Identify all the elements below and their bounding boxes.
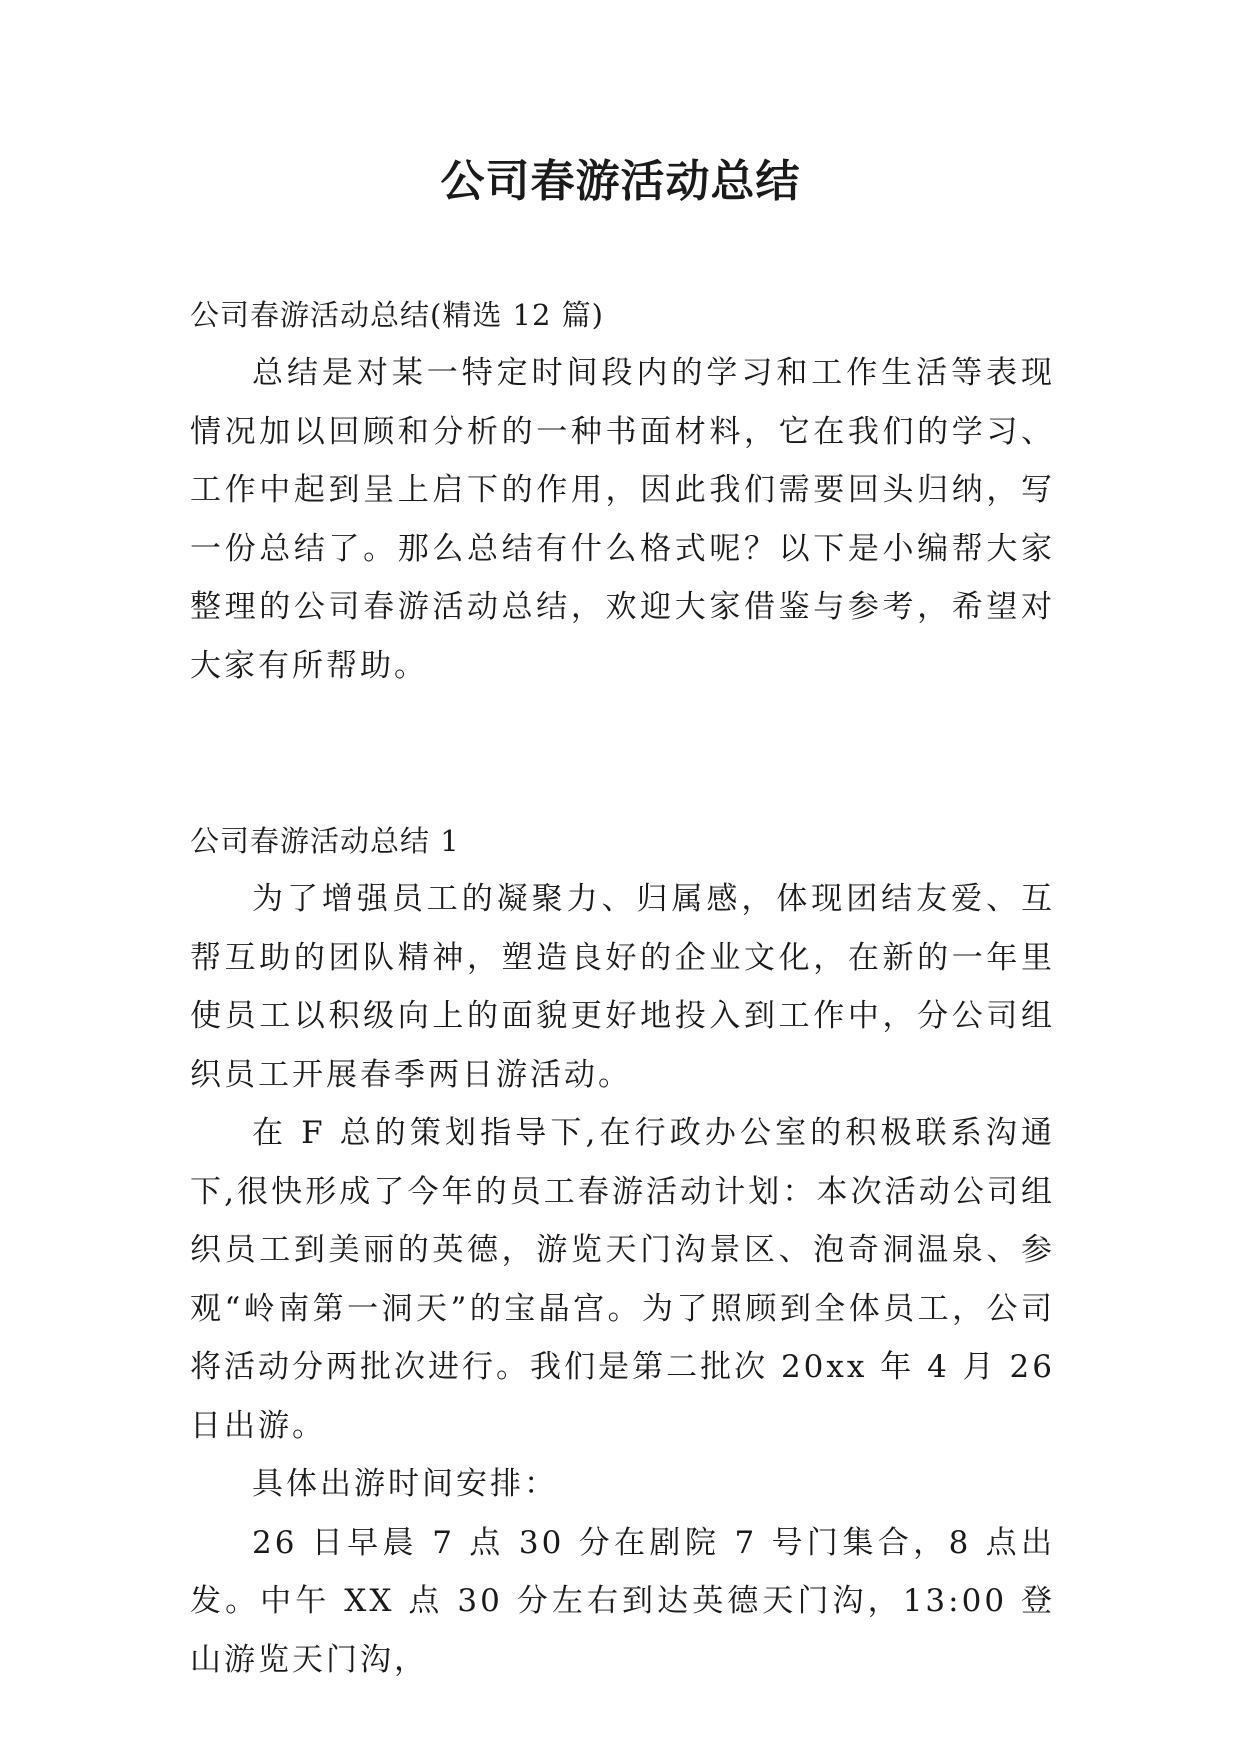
section-1	[190, 812, 1055, 1689]
section-1-paragraph: 在 F 总的策划指导下,在行政办公室的积极联系沟通下,很快形成了今年的员工春游活动计划：本次活动公司组织员工到美丽的英德，游览天门沟景区、泡奇洞温泉、参观“岭南第一洞天”的宝晶宫。为了照顾到全体员工，公司将活动分两批次进行。我们是第二批次 20xx 年 4 月 26 日出游。	[190, 1115, 1055, 1444]
section-1-heading: 公司春游活动总结 1	[190, 824, 460, 858]
intro-paragraph: 总结是对某一特定时间段内的学习和工作生活等表现情况加以回顾和分析的一种书面材料，它在我们的学习、工作中起到呈上启下的作用，因此我们需要回头归纳，写一份总结了。那么总结有什么格式呢？以下是小编帮大家整理的公司春游活动总结，欢迎大家借鉴与参考，希望对大家有所帮助。	[190, 355, 1055, 684]
intro-section	[190, 286, 1055, 695]
intro-heading: 公司春游活动总结(精选 12 篇)	[190, 298, 604, 332]
section-1-paragraph: 具体出游时间安排：	[252, 1466, 558, 1502]
document-title: 公司春游活动总结	[440, 156, 801, 207]
section-1-paragraph: 为了增强员工的凝聚力、归属感，体现团结友爱、互帮互助的团队精神，塑造良好的企业文化，在新的一年里使员工以积级向上的面貌更好地投入到工作中，分公司组织员工开展春季两日游活动。	[190, 881, 1055, 1093]
section-1-paragraph: 26 日早晨 7 点 30 分在剧院 7 号门集合，8 点出发。中午 XX 点 30 分左右到达英德天门沟，13:00 登山游览天门沟，	[190, 1524, 1055, 1678]
